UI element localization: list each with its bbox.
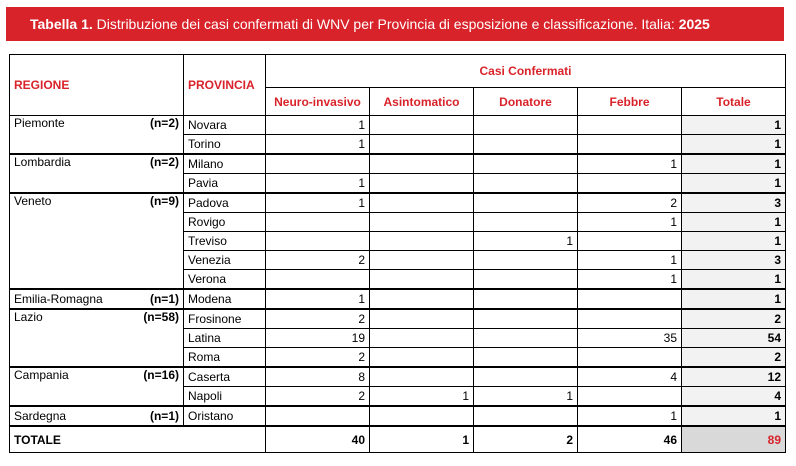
- provincia-cell: Milano: [184, 154, 266, 174]
- totale-cell: 1: [682, 154, 786, 174]
- donatore-cell: [474, 174, 578, 194]
- table-row: [10, 251, 786, 270]
- totale-cell: 1: [682, 270, 786, 290]
- table-row: [10, 193, 786, 213]
- regione-count: (n=9): [149, 194, 179, 208]
- table-row: [10, 232, 786, 251]
- table-row: [10, 367, 786, 387]
- header-casi-confermati: Casi Confermati: [266, 55, 786, 88]
- regione-count: (n=1): [149, 292, 179, 306]
- asint-cell: [370, 348, 474, 368]
- totale-row: [10, 426, 786, 453]
- table-row: [10, 135, 786, 155]
- neuro-cell: 2: [266, 387, 370, 407]
- header-donatore: Donatore: [474, 88, 578, 116]
- febbre-cell: 2: [578, 193, 682, 213]
- header-totale: Totale: [682, 88, 786, 116]
- regione-name: Campania: [14, 368, 69, 382]
- asint-cell: [370, 251, 474, 270]
- neuro-cell: 2: [266, 251, 370, 270]
- donatore-cell: [474, 367, 578, 387]
- regione-cell: [10, 348, 184, 368]
- febbre-cell: 35: [578, 329, 682, 348]
- header-regione: REGIONE: [10, 55, 184, 116]
- febbre-cell: 1: [578, 406, 682, 426]
- asint-cell: [370, 289, 474, 309]
- asint-cell: [370, 193, 474, 213]
- neuro-cell: 2: [266, 348, 370, 368]
- provincia-cell: Rovigo: [184, 213, 266, 232]
- regione-cell: [10, 387, 184, 407]
- donatore-cell: [474, 251, 578, 270]
- totale-cell: 3: [682, 251, 786, 270]
- febbre-cell: [578, 116, 682, 135]
- regione-cell: [10, 174, 184, 194]
- provincia-cell: Roma: [184, 348, 266, 368]
- febbre-cell: 1: [578, 213, 682, 232]
- totale-cell: 1: [682, 116, 786, 135]
- totale-cell: 1: [682, 174, 786, 194]
- asint-cell: [370, 174, 474, 194]
- table-row: [10, 289, 786, 309]
- febbre-cell: [578, 174, 682, 194]
- cases-table: [9, 54, 786, 453]
- asint-cell: [370, 309, 474, 329]
- asint-cell: [370, 406, 474, 426]
- regione-cell: [10, 406, 184, 426]
- donatore-cell: [474, 329, 578, 348]
- regione-cell: [10, 154, 184, 174]
- donatore-cell: [474, 309, 578, 329]
- regione-cell: [10, 289, 184, 309]
- totale-cell: 1: [682, 232, 786, 251]
- regione-cell: [10, 367, 184, 387]
- febbre-cell: [578, 135, 682, 155]
- regione-count: (n=2): [149, 155, 179, 169]
- donatore-cell: [474, 116, 578, 135]
- febbre-cell: [578, 289, 682, 309]
- totale-cell: 54: [682, 329, 786, 348]
- header-asintomatico: Asintomatico: [370, 88, 474, 116]
- totale-cell: 3: [682, 193, 786, 213]
- regione-count: (n=16): [143, 368, 179, 382]
- regione-cell: [10, 116, 184, 135]
- regione-count: (n=2): [149, 116, 179, 130]
- regione-count: (n=1): [149, 409, 179, 423]
- totale-cell: 2: [682, 309, 786, 329]
- totale-cell: 1: [682, 406, 786, 426]
- donatore-cell: 1: [474, 232, 578, 251]
- neuro-cell: 1: [266, 174, 370, 194]
- regione-cell: [10, 193, 184, 213]
- provincia-cell: Napoli: [184, 387, 266, 407]
- regione-cell: [10, 213, 184, 232]
- totale-label: TOTALE: [10, 426, 266, 453]
- neuro-cell: [266, 270, 370, 290]
- neuro-cell: [266, 154, 370, 174]
- table-row: [10, 309, 786, 329]
- regione-name: Emilia-Romagna: [14, 292, 103, 306]
- provincia-cell: Latina: [184, 329, 266, 348]
- donatore-cell: [474, 289, 578, 309]
- neuro-cell: 1: [266, 116, 370, 135]
- regione-cell: [10, 309, 184, 329]
- regione-cell: [10, 270, 184, 290]
- totale-cell: 4: [682, 387, 786, 407]
- provincia-cell: Venezia: [184, 251, 266, 270]
- provincia-cell: Padova: [184, 193, 266, 213]
- table-row: [10, 213, 786, 232]
- header-provincia: PROVINCIA: [184, 55, 266, 116]
- asint-cell: 1: [370, 387, 474, 407]
- totale-totale: 89: [682, 426, 786, 453]
- asint-cell: [370, 329, 474, 348]
- febbre-cell: [578, 348, 682, 368]
- neuro-cell: [266, 406, 370, 426]
- totale-cell: 1: [682, 213, 786, 232]
- neuro-cell: 1: [266, 289, 370, 309]
- donatore-cell: [474, 348, 578, 368]
- regione-cell: [10, 251, 184, 270]
- asint-cell: [370, 270, 474, 290]
- neuro-cell: 1: [266, 193, 370, 213]
- asint-cell: [370, 232, 474, 251]
- neuro-cell: 19: [266, 329, 370, 348]
- donatore-cell: [474, 213, 578, 232]
- provincia-cell: Modena: [184, 289, 266, 309]
- header-febbre: Febbre: [578, 88, 682, 116]
- donatore-cell: [474, 406, 578, 426]
- table-row: [10, 406, 786, 426]
- neuro-cell: 1: [266, 135, 370, 155]
- table-row: [10, 154, 786, 174]
- provincia-cell: Oristano: [184, 406, 266, 426]
- totale-cell: 12: [682, 367, 786, 387]
- donatore-cell: [474, 154, 578, 174]
- donatore-cell: 1: [474, 387, 578, 407]
- totale-febbre: 46: [578, 426, 682, 453]
- neuro-cell: [266, 213, 370, 232]
- regione-name: Veneto: [14, 194, 52, 208]
- regione-name: Piemonte: [14, 116, 65, 130]
- neuro-cell: 2: [266, 309, 370, 329]
- neuro-cell: 8: [266, 367, 370, 387]
- title-year: 2025: [678, 16, 710, 32]
- provincia-cell: Torino: [184, 135, 266, 155]
- donatore-cell: [474, 135, 578, 155]
- totale-cell: 1: [682, 289, 786, 309]
- regione-cell: [10, 329, 184, 348]
- table-body: [10, 116, 786, 427]
- provincia-cell: Novara: [184, 116, 266, 135]
- regione-name: Lazio: [14, 310, 43, 324]
- header-neuro: Neuro-invasivo: [266, 88, 370, 116]
- asint-cell: [370, 154, 474, 174]
- title-text: Distribuzione dei casi confermati di WNV per Provincia di esposizione e classificazione. Italia:: [92, 16, 679, 32]
- regione-name: Lombardia: [14, 155, 71, 169]
- title-label: Tabella 1.: [30, 16, 93, 32]
- donatore-cell: [474, 270, 578, 290]
- provincia-cell: Pavia: [184, 174, 266, 194]
- regione-count: (n=58): [143, 310, 179, 324]
- table-row: [10, 348, 786, 368]
- provincia-cell: Verona: [184, 270, 266, 290]
- table-row: [10, 387, 786, 407]
- table-row: [10, 329, 786, 348]
- febbre-cell: 4: [578, 367, 682, 387]
- totale-neuro: 40: [266, 426, 370, 453]
- regione-name: Sardegna: [14, 409, 67, 423]
- febbre-cell: [578, 232, 682, 251]
- table-row: [10, 116, 786, 135]
- provincia-cell: Frosinone: [184, 309, 266, 329]
- totale-asint: 1: [370, 426, 474, 453]
- totale-cell: 2: [682, 348, 786, 368]
- regione-cell: [10, 232, 184, 251]
- totale-cell: 1: [682, 135, 786, 155]
- asint-cell: [370, 135, 474, 155]
- donatore-cell: [474, 193, 578, 213]
- table-title: [6, 7, 784, 41]
- febbre-cell: 1: [578, 270, 682, 290]
- regione-cell: [10, 135, 184, 155]
- totale-donatore: 2: [474, 426, 578, 453]
- table-row: [10, 270, 786, 290]
- febbre-cell: 1: [578, 154, 682, 174]
- provincia-cell: Caserta: [184, 367, 266, 387]
- asint-cell: [370, 213, 474, 232]
- neuro-cell: [266, 232, 370, 251]
- febbre-cell: 1: [578, 251, 682, 270]
- asint-cell: [370, 367, 474, 387]
- table-row: [10, 174, 786, 194]
- febbre-cell: [578, 387, 682, 407]
- febbre-cell: [578, 309, 682, 329]
- asint-cell: [370, 116, 474, 135]
- provincia-cell: Treviso: [184, 232, 266, 251]
